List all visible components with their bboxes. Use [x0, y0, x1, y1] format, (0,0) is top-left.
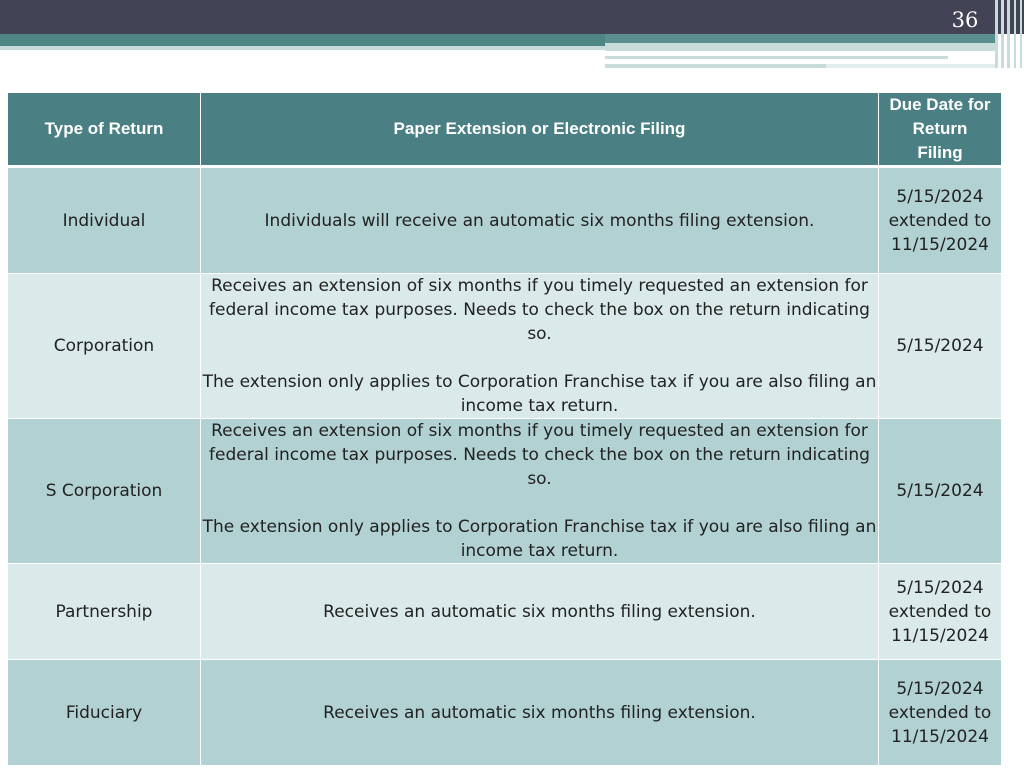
row-method — [201, 168, 879, 274]
row-due-date — [879, 564, 1001, 660]
header-accent-band-right — [605, 34, 995, 43]
due-date-line: 5/15/2024 — [896, 678, 984, 699]
header-accent-line — [605, 64, 827, 68]
header-vertical-stripe — [1020, 0, 1022, 68]
header-due-date-line: Return — [912, 119, 968, 138]
row-method — [201, 419, 879, 564]
due-date-line: extended to — [888, 601, 992, 622]
header-filing-method: Paper Extension or Electronic Filing — [201, 93, 879, 168]
table-row — [8, 564, 1001, 660]
row-type: Corporation — [8, 274, 201, 419]
due-date-line: extended to — [888, 702, 992, 723]
row-due-date — [879, 168, 1001, 274]
row-method — [201, 274, 879, 419]
row-method-text: The extension only applies to Corporation Franchise tax if you are also filing an income tax return. — [202, 372, 877, 416]
row-method — [201, 564, 879, 660]
row-type: S Corporation — [8, 419, 201, 564]
row-method-text: Receives an extension of six months if you timely requested an extension for federal income tax purposes. Needs to check the box on the return indicating so. — [209, 421, 870, 489]
table-row — [8, 660, 1001, 766]
table-row — [8, 168, 1001, 274]
header-vertical-stripe — [995, 0, 998, 68]
header-accent-band — [0, 34, 605, 46]
table-header-row — [8, 93, 1001, 168]
row-method-text: Individuals will receive an automatic six months filing extension. — [264, 210, 815, 231]
row-type: Fiduciary — [8, 660, 201, 766]
header-type-of-return: Type of Return — [8, 93, 201, 168]
header-bar — [0, 0, 1024, 34]
row-method-text: The extension only applies to Corporation Franchise tax if you are also filing an income tax return. — [202, 517, 877, 561]
row-due-date — [879, 660, 1001, 766]
header-accent-line — [0, 46, 605, 50]
header-vertical-stripe — [1001, 0, 1004, 68]
due-date-line: 11/15/2024 — [891, 726, 989, 747]
row-due-date — [879, 274, 1001, 419]
header-due-date — [879, 93, 1001, 168]
header-accent-line — [605, 56, 948, 59]
table-row — [8, 419, 1001, 564]
row-method-text: Receives an extension of six months if you timely requested an extension for federal income tax purposes. Needs to check the box on the return indicating so. — [209, 276, 870, 344]
header-due-date-line: Filing — [917, 143, 963, 162]
row-method-text: Receives an automatic six months filing extension. — [323, 702, 756, 723]
header-due-date-line: Due Date for — [889, 95, 991, 114]
due-date-line: 11/15/2024 — [891, 234, 989, 255]
header-accent-line — [605, 43, 995, 51]
page-number: 36 — [951, 8, 979, 32]
due-date-line: 11/15/2024 — [891, 625, 989, 646]
row-type: Individual — [8, 168, 201, 274]
row-type: Partnership — [8, 564, 201, 660]
header-vertical-stripe — [1014, 0, 1016, 68]
header-vertical-stripe — [1007, 0, 1010, 68]
header-accent-line — [826, 64, 995, 68]
due-date-line: 5/15/2024 — [896, 336, 984, 356]
row-method — [201, 660, 879, 766]
due-date-line: 5/15/2024 — [896, 577, 984, 598]
filing-deadlines-table — [8, 93, 1001, 766]
due-date-line: 5/15/2024 — [896, 481, 984, 501]
row-due-date — [879, 419, 1001, 564]
table-row — [8, 274, 1001, 419]
row-method-text: Receives an automatic six months filing extension. — [323, 601, 756, 622]
due-date-line: 5/15/2024 — [896, 186, 984, 207]
due-date-line: extended to — [888, 210, 992, 231]
